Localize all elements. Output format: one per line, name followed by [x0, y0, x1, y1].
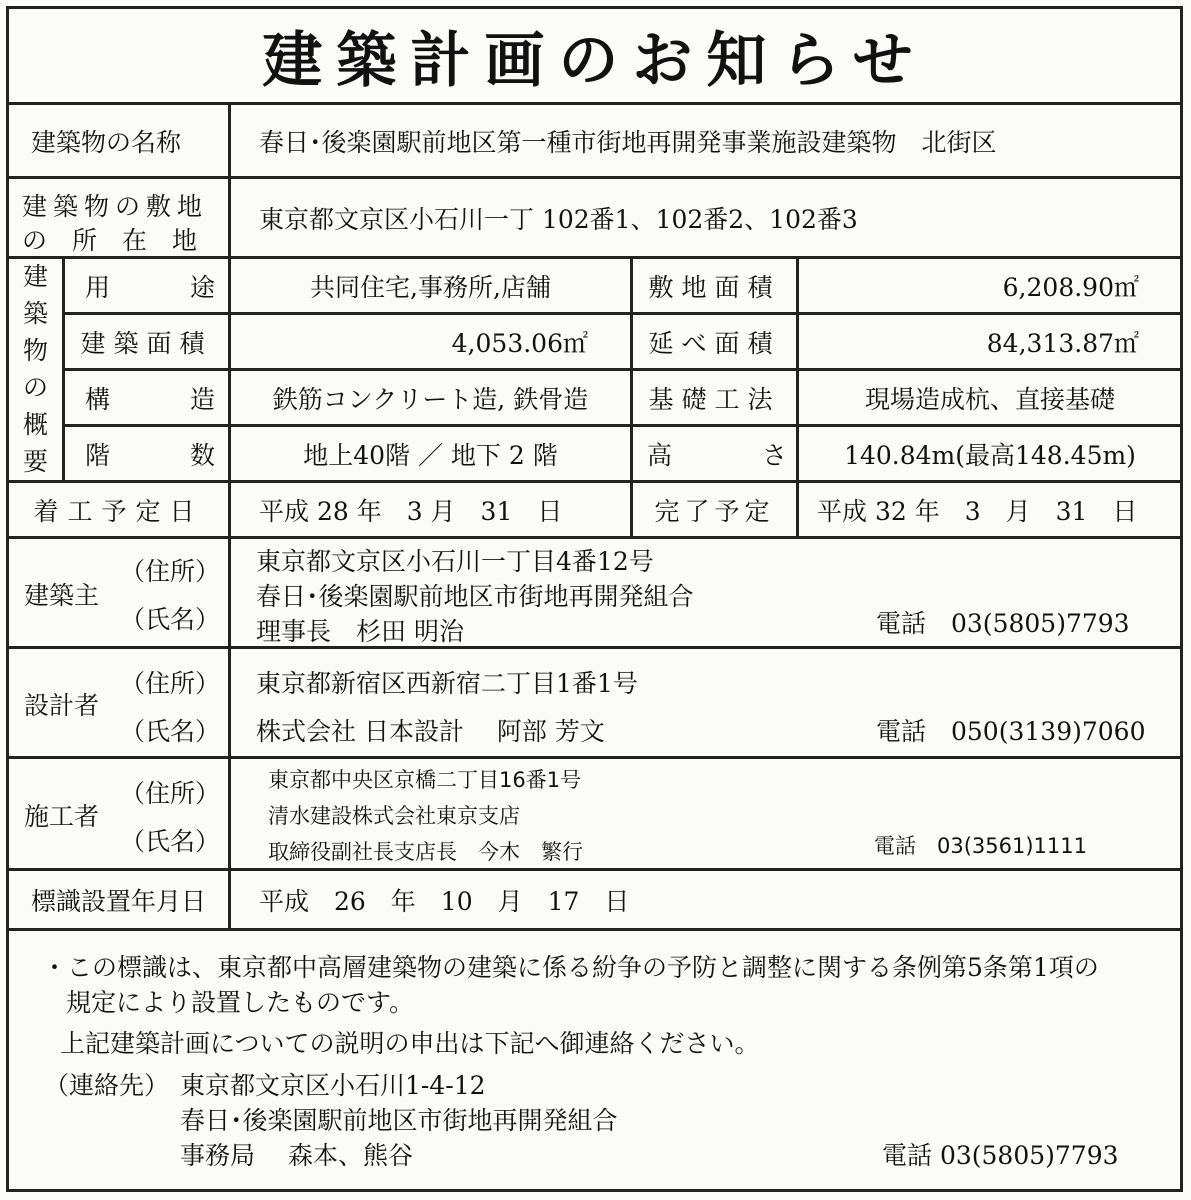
start-date-value: 平成 28 年 3 月 31 日	[259, 496, 563, 526]
contact-person: 事務局 森本、熊谷	[180, 1141, 413, 1170]
site-area-label: 敷地面積	[648, 272, 781, 302]
completion-value: 平成 32 年 3 月 31 日	[817, 496, 1138, 526]
builder-address-label: （住所）	[120, 779, 221, 808]
builder-org: 清水建設株式会社東京支店	[268, 804, 520, 828]
designer-name-label: （氏名）	[120, 717, 221, 746]
contact-label: （連絡先）	[44, 1071, 170, 1100]
owner-name-label: （氏名）	[120, 605, 221, 634]
designer-label: 設計者	[24, 691, 100, 720]
site-label-line1: 建築物の敷地	[22, 192, 209, 221]
posted-date-value: 平成 26 年 10 月 17 日	[259, 886, 630, 916]
total-floor-area-value: 84,313.87㎡	[986, 328, 1139, 358]
overview-char-2: 築	[22, 299, 48, 328]
owner-address: 東京都文京区小石川一丁目4番12号	[256, 547, 654, 576]
building-name-label: 建築物の名称	[31, 127, 182, 157]
building-name-value: 春日･後楽園駅前地区第一種市街地再開発事業施設建築物 北街区	[259, 127, 997, 157]
designer-address-label: （住所）	[120, 669, 221, 698]
building-area-label: 建築面積	[80, 328, 213, 358]
overview-group-label	[9, 258, 62, 480]
start-date-label: 着工予定日	[33, 496, 204, 526]
note-line-1: ・この標識は、東京都中高層建築物の建築に係る紛争の予防と調整に関する条例第5条第1項の	[42, 953, 1099, 982]
owner-label: 建築主	[24, 581, 100, 610]
owner-phone: 電話 03(5805)7793	[876, 609, 1130, 638]
note-line-2: 規定により設置したものです。	[66, 988, 415, 1017]
designer-phone: 電話 050(3139)7060	[876, 717, 1146, 746]
floors-label-text: 階数	[85, 440, 296, 470]
floors-value: 地上40階 ／ 地下 2 階	[303, 440, 558, 470]
owner-org: 春日･後楽園駅前地区市街地再開発組合	[256, 582, 694, 611]
overview-char-1: 建	[22, 262, 48, 291]
overview-char-5: 概	[22, 410, 48, 439]
contact-phone: 電話 03(5805)7793	[882, 1141, 1119, 1170]
structure-value: 鉄筋コンクリート造, 鉄骨造	[272, 384, 589, 414]
builder-person: 取締役副社長支店長 今木 繁行	[268, 840, 583, 864]
use-label-text: 用途	[85, 272, 296, 302]
designer-address: 東京都新宿区西新宿二丁目1番1号	[256, 669, 638, 698]
site-label	[9, 181, 228, 256]
builder-address: 東京都中央区京橋二丁目16番1号	[268, 768, 582, 792]
notice-title: 建築計画のお知らせ	[262, 25, 927, 96]
foundation-label: 基礎工法	[648, 384, 781, 414]
contact-org: 春日･後楽園駅前地区市街地再開発組合	[180, 1106, 618, 1135]
completion-label: 完了予定	[654, 496, 775, 526]
note-line-3: 上記建築計画についての説明の申出は下記へ御連絡ください。	[60, 1029, 760, 1058]
posted-date-label: 標識設置年月日	[30, 886, 206, 916]
contact-address: 東京都文京区小石川1-4-12	[180, 1071, 486, 1100]
structure-label-text: 構造	[85, 384, 296, 414]
use-value: 共同住宅,事務所,店舗	[310, 272, 551, 302]
foundation-value: 現場造成杭、直接基礎	[864, 384, 1115, 414]
builder-name-label: （氏名）	[120, 827, 221, 856]
overview-char-4: の	[22, 373, 48, 402]
use-label	[65, 259, 296, 312]
structure-label	[65, 371, 296, 424]
floors-label	[65, 427, 296, 480]
building-area-value: 4,053.06㎡	[451, 328, 588, 358]
builder-label: 施工者	[24, 802, 100, 831]
height-label-text: 高さ	[647, 440, 878, 470]
height-label	[633, 427, 878, 480]
site-area-value: 6,208.90㎡	[1002, 272, 1139, 302]
total-floor-area-label: 延べ面積	[648, 328, 781, 358]
overview-char-3: 物	[22, 336, 48, 365]
owner-person: 理事長 杉田 明治	[256, 617, 464, 646]
overview-char-6: 要	[22, 447, 48, 476]
designer-person: 株式会社 日本設計 阿部 芳文	[256, 717, 605, 746]
site-value: 東京都文京区小石川一丁 102番1、102番2、102番3	[259, 204, 858, 234]
builder-phone: 電話 03(3561)1111	[874, 834, 1087, 858]
site-label-line2: の 所 在 地	[22, 226, 198, 255]
owner-address-label: （住所）	[120, 557, 221, 586]
height-value: 140.84m(最高148.45m)	[844, 440, 1136, 470]
